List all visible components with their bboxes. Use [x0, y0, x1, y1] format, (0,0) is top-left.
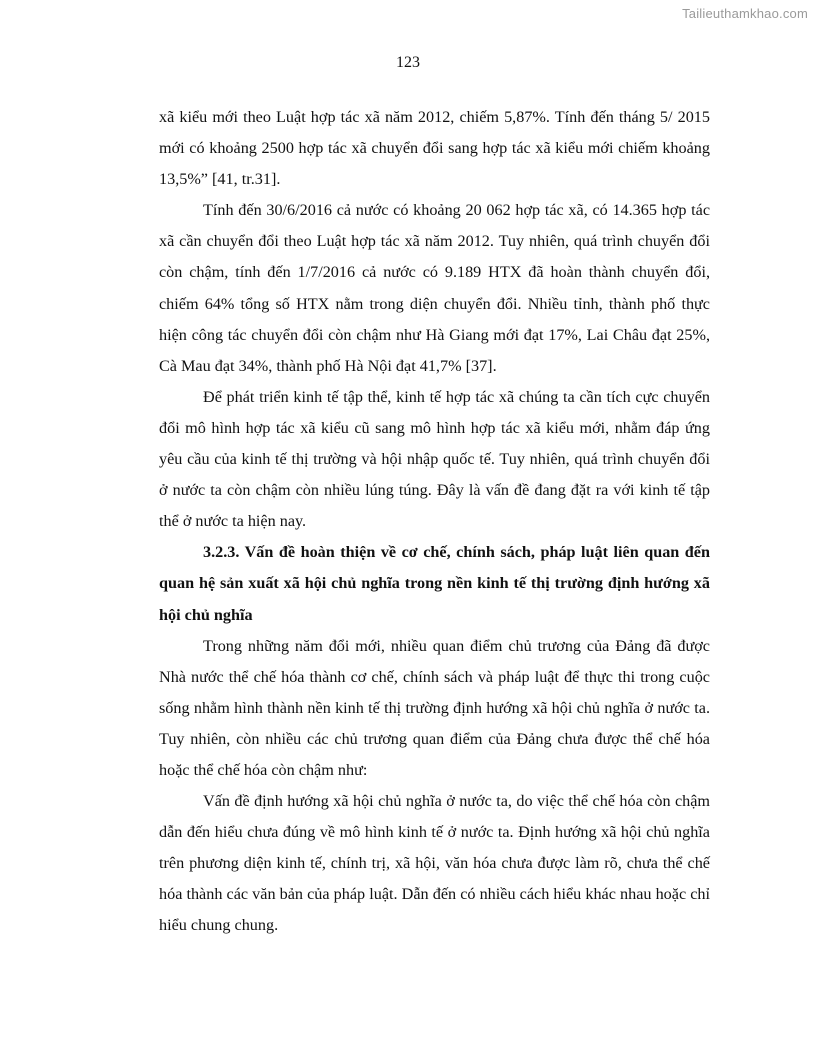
paragraph-continuation: xã kiểu mới theo Luật hợp tác xã năm 2012, chiếm 5,87%. Tính đến tháng 5/ 2015 mới có khoảng 2500 hợp tác xã chuyển đổi sang hợp tác xã kiểu mới chiếm khoảng 13,5%” [41, tr.31].	[159, 108, 710, 189]
paragraph: Trong những năm đổi mới, nhiều quan điểm chủ trương của Đảng đã được Nhà nước thể chế hóa thành cơ chế, chính sách và pháp luật để thực thi trong cuộc sống nhằm hình thành nền kinh tế thị trường định hướng xã hội chủ nghĩa ở nước ta. Tuy nhiên, còn nhiều các chủ trương quan điểm của Đảng chưa được thể chế hóa hoặc thể chế hóa còn chậm như:	[159, 636, 710, 779]
paragraph: Vấn đề định hướng xã hội chủ nghĩa ở nước ta, do việc thể chế hóa còn chậm dẫn đến hiểu chưa đúng về mô hình kinh tế ở nước ta. Định hướng xã hội chủ nghĩa trên phương diện kinh tế, chính trị, xã hội, văn hóa chưa được làm rõ, chưa thể chế hóa thành các văn bản của pháp luật. Dẫn đến có nhiều cách hiểu khác nhau hoặc chỉ hiểu chung chung.	[159, 792, 710, 935]
page-number: 123	[396, 54, 420, 71]
section-heading: 3.2.3. Vấn đề hoàn thiện về cơ chế, chính sách, pháp luật liên quan đến quan hệ sản xuất xã hội chủ nghĩa trong nền kinh tế thị trường định hướng xã hội chủ nghĩa	[159, 543, 710, 624]
watermark-text: Tailieuthamkhao.com	[682, 6, 808, 21]
paragraph: Để phát triển kinh tế tập thể, kinh tế hợp tác xã chúng ta cần tích cực chuyển đổi mô hình hợp tác xã kiểu cũ sang mô hình hợp tác xã kiểu mới, nhằm đáp ứng yêu cầu của kinh tế thị trường và hội nhập quốc tế. Tuy nhiên, quá trình chuyển đổi ở nước ta còn chậm còn nhiều lúng túng. Đây là vấn đề đang đặt ra với kinh tế tập thể ở nước ta hiện nay.	[159, 387, 710, 531]
document-body	[159, 102, 710, 942]
paragraph: Tính đến 30/6/2016 cả nước có khoảng 20 062 hợp tác xã, có 14.365 hợp tác xã cần chuyển đổi theo Luật hợp tác xã năm 2012. Tuy nhiên, quá trình chuyển đổi còn chậm, tính đến 1/7/2016 cả nước có 9.189 HTX đã hoàn thành chuyển đổi, chiếm 64% tổng số HTX nằm trong diện chuyển đổi. Nhiều tỉnh, thành phố thực hiện công tác chuyển đổi còn chậm như Hà Giang mới đạt 17%, Lai Châu đạt 25%, Cà Mau đạt 34%, thành phố Hà Nội đạt 41,7% [37].	[159, 201, 710, 375]
